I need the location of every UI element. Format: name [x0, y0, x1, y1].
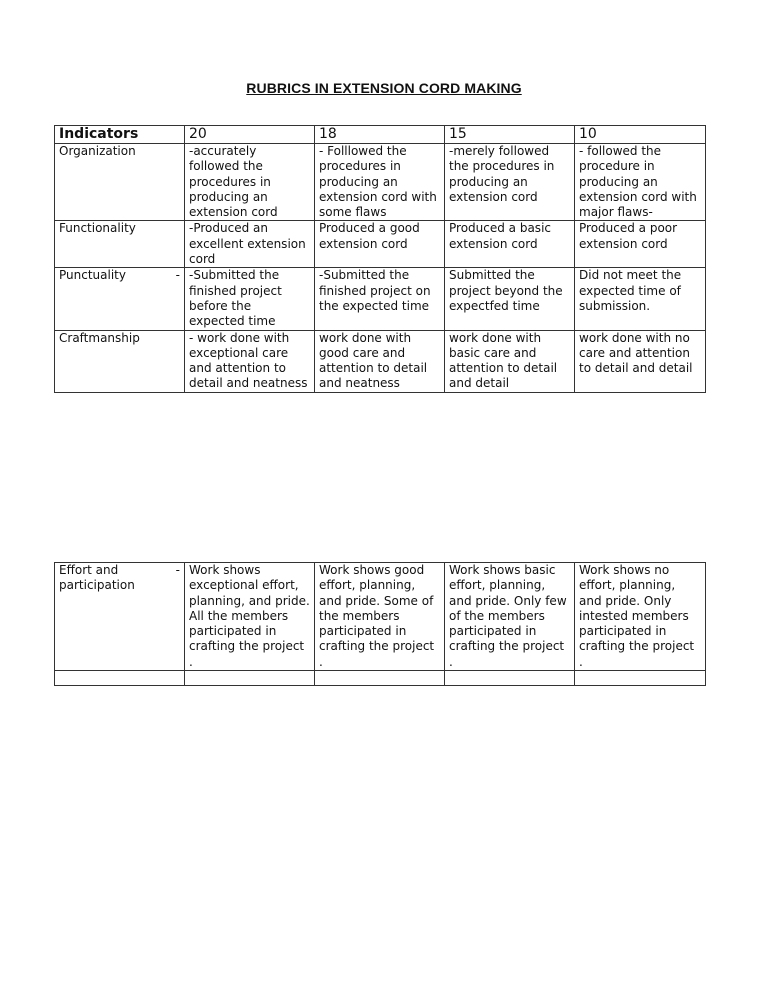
header-score-15: 15: [445, 126, 575, 144]
criteria-cell: Produced a good extension cord: [315, 221, 445, 268]
indicator-cell: [55, 144, 185, 221]
indicator-mark: -: [175, 268, 180, 283]
criteria-cell: -Submitted the finished project before the expected time: [185, 268, 315, 330]
table-row: [55, 330, 706, 392]
empty-cell: [185, 671, 315, 686]
criteria-cell: Work shows no effort, planning, and pride. Only intested members participated in crafting the project .: [575, 563, 706, 671]
header-indicators: Indicators: [55, 126, 185, 144]
criteria-cell: -Produced an excellent extension cord: [185, 221, 315, 268]
indicator-mark: -: [175, 563, 180, 577]
criteria-cell: Work shows good effort, planning, and pride. Some of the members participated in crafting the project .: [315, 563, 445, 671]
table-row: [55, 563, 706, 671]
indicator-cell: [55, 221, 185, 268]
header-score-20: 20: [185, 126, 315, 144]
criteria-cell: Did not meet the expected time of submission.: [575, 268, 706, 330]
indicator-label: Craftmanship: [59, 330, 140, 345]
empty-cell: [55, 671, 185, 686]
rubric-table-continued: [54, 562, 706, 686]
empty-cell: [575, 671, 706, 686]
empty-cell: [315, 671, 445, 686]
criteria-cell: Work shows basic effort, planning, and pride. Only few of the members participated in crafting the project .: [445, 563, 575, 671]
criteria-cell: work done with no care and attention to detail and detail: [575, 330, 706, 392]
header-score-10: 10: [575, 126, 706, 144]
criteria-cell: work done with basic care and attention to detail and detail: [445, 330, 575, 392]
table-row: [55, 221, 706, 268]
criteria-cell: -Submitted the finished project on the expected time: [315, 268, 445, 330]
indicator-cell: [55, 563, 185, 671]
criteria-cell: -accurately followed the procedures in producing an extension cord: [185, 144, 315, 221]
criteria-cell: Produced a basic extension cord: [445, 221, 575, 268]
table-row: [55, 268, 706, 330]
indicator-label: Effort and participation: [59, 563, 135, 593]
criteria-cell: Work shows exceptional effort, planning, and pride. All the members participated in crafting the project .: [185, 563, 315, 671]
criteria-cell: work done with good care and attention to detail and neatness: [315, 330, 445, 392]
indicator-label: Organization: [59, 144, 136, 158]
document-title: RUBRICS IN EXTENSION CORD MAKING: [246, 80, 522, 96]
indicator-label: Punctuality: [59, 268, 126, 283]
indicator-label: Functionality: [59, 221, 136, 236]
criteria-cell: Produced a poor extension cord: [575, 221, 706, 268]
rubric-table: [54, 125, 706, 393]
indicator-cell: [55, 330, 185, 392]
empty-cell: [445, 671, 575, 686]
criteria-cell: -merely followed the procedures in producing an extension cord: [445, 144, 575, 221]
indicator-cell: [55, 268, 185, 330]
table-header-row: [55, 126, 706, 144]
empty-table-row: [55, 671, 706, 686]
table-row: [55, 144, 706, 221]
criteria-cell: - Folllowed the procedures in producing an extension cord with some flaws: [315, 144, 445, 221]
criteria-cell: - followed the procedure in producing an extension cord with major flaws-: [575, 144, 706, 221]
header-score-18: 18: [315, 126, 445, 144]
criteria-cell: Submitted the project beyond the expectfed time: [445, 268, 575, 330]
criteria-cell: - work done with exceptional care and attention to detail and neatness: [185, 330, 315, 392]
